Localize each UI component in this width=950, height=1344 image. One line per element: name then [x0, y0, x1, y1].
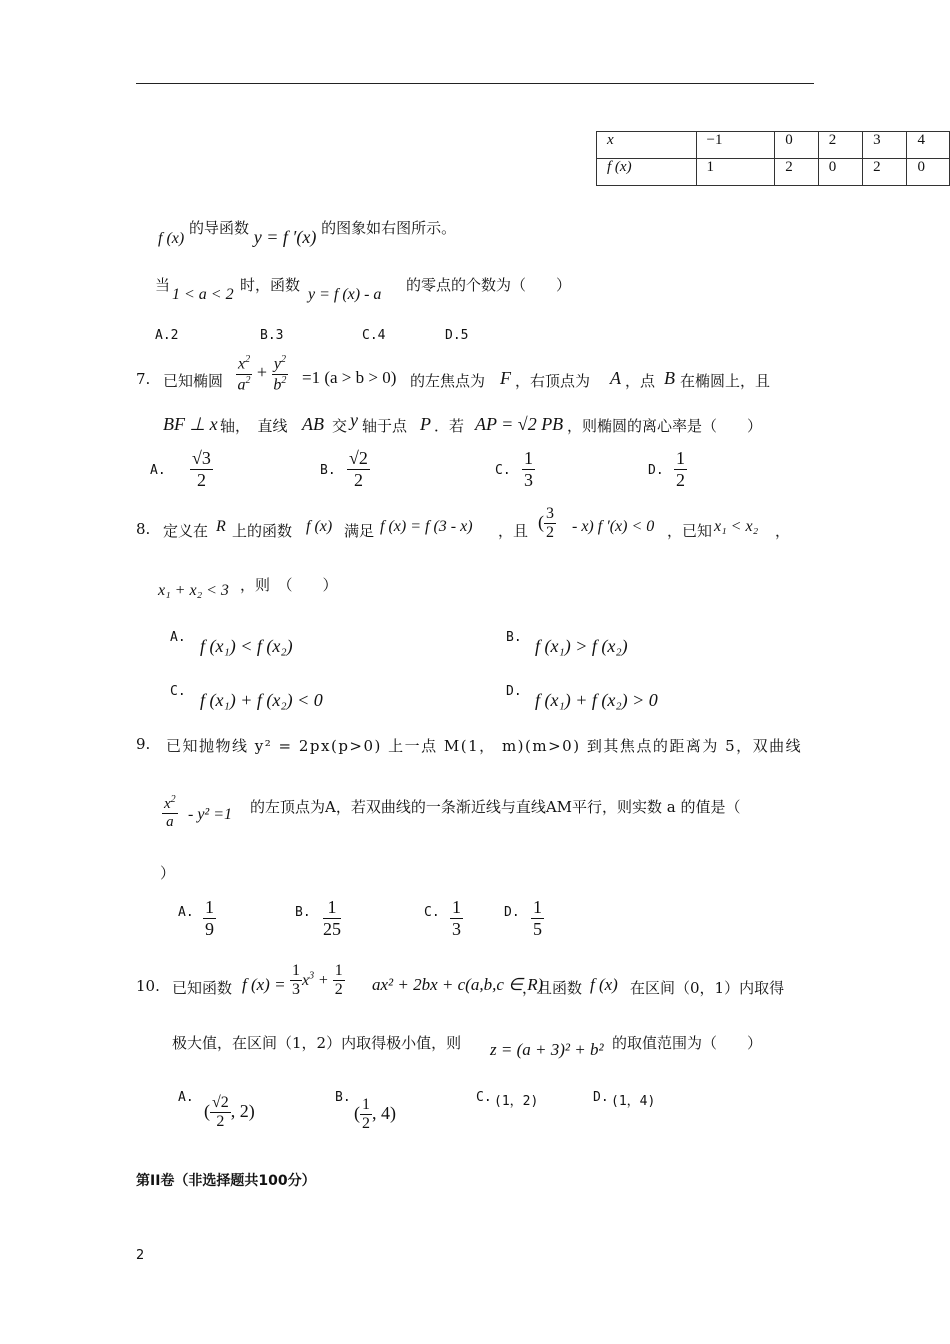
table-row — [597, 132, 950, 159]
q10-option-b: ( $\frac{1}{2}$ , 4) — [354, 1096, 396, 1133]
q9-option-a: $\frac{1}{9}$ — [205, 897, 214, 939]
q6-option-b: B.3 — [260, 328, 284, 343]
page-number: 2 — [136, 1248, 145, 1263]
q7-option-d-label: D. — [648, 463, 664, 478]
q7-option-a: $\frac{√3}{2}$ — [192, 448, 211, 490]
q10-option-c: (1，2) — [494, 1094, 539, 1109]
q7-option-b-label: B. — [320, 463, 336, 478]
table-cell: 2 — [818, 132, 862, 159]
q9-hyperbola: $\frac{x^2}{a}$ — [164, 794, 176, 831]
table-cell: 2 — [775, 159, 818, 186]
q8-option-a-label: A. — [170, 630, 186, 645]
q10-option-b-label: B. — [335, 1090, 351, 1105]
section-title: 第II卷（非选择题共100分） — [136, 1173, 316, 1189]
table-row — [597, 159, 950, 186]
q8-option-d-label: D. — [506, 684, 522, 699]
q8-option-c: f (x₁) + f (x₂) < 0 — [200, 690, 323, 710]
q7-option-c: $\frac{1}{3}$ — [524, 448, 533, 490]
q6-option-a: A.2 — [155, 328, 179, 343]
table-cell: 0 — [818, 159, 862, 186]
table-cell: 0 — [907, 159, 950, 186]
q7-option-c-label: C. — [495, 463, 511, 478]
q8-number: 8. — [136, 520, 151, 538]
q9-option-d: $\frac{1}{5}$ — [533, 897, 542, 939]
q8-option-d: f (x₁) + f (x₂) > 0 — [535, 690, 658, 710]
q8-option-c-label: C. — [170, 684, 186, 699]
table-cell: 1 — [696, 159, 775, 186]
q7-option-d: $\frac{1}{2}$ — [676, 448, 685, 490]
table-cell: 2 — [863, 159, 907, 186]
q9-option-c-label: C. — [424, 905, 440, 920]
q7-number: 7. — [136, 370, 151, 388]
q10-option-d-label: D. — [593, 1090, 609, 1105]
q8-option-b: f (x₁) > f (x₂) — [535, 636, 628, 656]
q9-option-c: $\frac{1}{3}$ — [452, 897, 461, 939]
table-cell: 0 — [775, 132, 818, 159]
table-cell: 3 — [863, 132, 907, 159]
q8-option-b-label: B. — [506, 630, 522, 645]
table-cell: −1 — [696, 132, 775, 159]
q7-option-b: $\frac{√2}{2}$ — [349, 448, 368, 490]
q10-option-d: (1，4) — [611, 1094, 656, 1109]
q6-line1: f (x) 的导函数 y = f ′(x) 的图象如右图所示。 — [158, 219, 457, 247]
q6-option-c: C.4 — [362, 328, 386, 343]
q10-option-c-label: C. — [476, 1090, 492, 1105]
q8-option-a: f (x₁) < f (x₂) — [200, 636, 293, 656]
table-cell: 4 — [907, 132, 950, 159]
q9-option-a-label: A. — [178, 905, 194, 920]
q9-option-b-label: B. — [295, 905, 311, 920]
q10-option-a-label: A. — [178, 1090, 194, 1105]
table-cell: f (x) — [597, 159, 697, 186]
q7-option-a-label: A. — [150, 463, 166, 478]
q7-ellipse-formula: $\frac{x^2}{a^2}$ + $\frac{y^2}{b^2}$ — [237, 354, 287, 394]
q9-number: 9. — [136, 735, 151, 753]
value-table — [596, 131, 950, 186]
q10-function: $\frac{1}{3}$ $x^3$ + $\frac{1}{2}$ — [292, 962, 343, 999]
q10-number: 10. — [136, 977, 160, 995]
header-rule — [136, 83, 814, 84]
q6-option-d: D.5 — [445, 328, 469, 343]
q6-line2: 当 — [155, 276, 171, 294]
q9-option-b: $\frac{1}{25}$ — [323, 897, 341, 939]
q6-line2-math: 1 < a < 2 — [172, 286, 234, 303]
q10-option-a: ( $\frac{√2}{2}$ , 2) — [204, 1094, 255, 1131]
table-cell: x — [597, 132, 697, 159]
q9-option-d-label: D. — [504, 905, 520, 920]
